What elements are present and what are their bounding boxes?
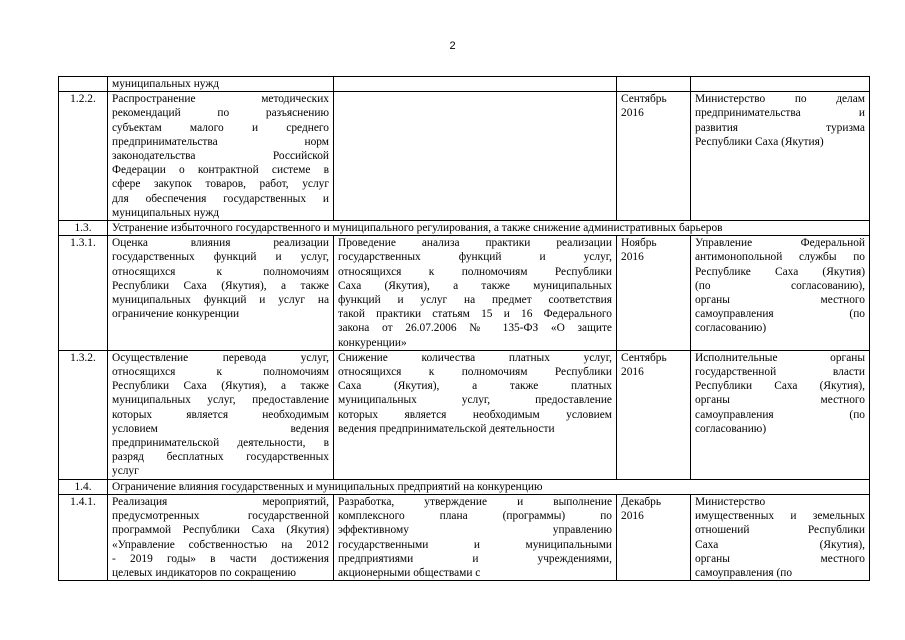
item-responsible-cell-line: согласованию) [695,322,767,335]
item-responsible-cell-line: Республике Саха (Якутия) [695,265,865,278]
item-responsible-cell-line: Саха (Якутия), [695,538,865,551]
item-result-cell-line: государственными и муниципальными [338,538,612,551]
item-responsible-cell [691,494,870,580]
item-date-cell [617,92,691,221]
item-number-cell [59,77,108,92]
item-number-cell: 1.4.1. [59,494,108,580]
item-result-cell-line: акционерными обществами с [338,566,481,579]
table-row [59,494,870,580]
item-name-cell-line: государственных функций и услуг, [112,251,329,264]
item-name-cell-line: разряд бесплатных государственных [112,451,329,464]
item-name-cell-line: Оценка влияния реализации [112,237,329,250]
item-result-cell-line: предприятиями и учреждениями, [338,552,612,565]
item-result-cell [334,236,617,351]
item-result-cell-line: муниципальных услуг, предоставление [338,394,612,407]
item-result-cell-line: Саха (Якутия), а также муниципальных [338,279,612,292]
item-responsible-cell-line: Министерство по делам [695,93,865,106]
item-date-cell-line: Ноябрь [621,237,657,250]
item-name-cell-line: «Управление собственностью на 2012 [112,538,329,551]
item-number-cell: 1.3.2. [59,350,108,479]
item-date-cell-line: Сентябрь [621,351,667,364]
item-responsible-cell-line: Республики Саха (Якутия) [695,135,824,148]
item-result-cell [334,92,617,221]
item-date-cell [617,350,691,479]
item-name-cell-line: муниципальных функций и услуг на [112,294,329,307]
section-title: Устранение избыточного государственного и муниципального регулирования, а также снижение административных барьеров [108,221,870,236]
item-name-cell-line: Реализация мероприятий, [112,495,329,508]
item-name-cell [108,236,334,351]
item-result-cell [334,77,617,92]
item-responsible-cell-line: Управление Федеральной [695,237,865,250]
item-date-cell [617,494,691,580]
item-responsible-cell-line: Министерство [695,495,766,508]
item-name-cell-line: для обеспечения государственных и [112,192,329,205]
item-result-cell-line: эффективному управлению [338,524,612,537]
item-name-cell-line: Республики Саха (Якутия), а также [112,380,329,393]
item-date-cell-line: Декабрь [621,495,662,508]
item-result-cell-line: Проведение анализа практики реализации [338,237,612,250]
item-name-cell-line: сфере закупок товаров, работ, услуг [112,178,329,191]
item-responsible-cell-line: имущественных и земельных [695,510,865,523]
item-name-cell-line: которых является необходимым [112,408,329,421]
item-date-cell [617,77,691,92]
item-name-cell [108,92,334,221]
item-result-cell-line: функций и услуг на предмет соответствия [338,294,612,307]
item-name-cell-line: Распространение методических [112,93,329,106]
item-name-cell [108,494,334,580]
item-date-cell-line: 2016 [621,366,644,379]
item-date-cell-line: 2016 [621,510,644,523]
item-result-cell-line: относящихся к полномочиям Республики [338,366,612,379]
item-name-cell-line: относящихся к полномочиям [112,366,329,379]
item-name-cell-line: муниципальных нужд [112,206,220,219]
item-name-cell-line: Осуществление перевода услуг, [112,351,329,364]
section-number: 1.3. [59,221,108,236]
item-responsible-cell-line: государственной власти [695,366,865,379]
section-row [59,479,870,494]
table-row [59,236,870,351]
item-name-cell-line: ограничение конкуренции [112,308,240,321]
item-name-cell-line: рекомендаций по разъяснению [112,107,329,120]
section-row [59,221,870,236]
item-date-cell-line: Сентябрь [621,93,667,106]
item-result-cell-line: которых является необходимым условием [338,408,612,421]
item-result-cell-line: закона от 26.07.2006 № 135-ФЗ «О защите [338,322,612,335]
item-number-cell: 1.2.2. [59,92,108,221]
item-responsible-cell-line: самоуправления (по [695,566,793,579]
table-row [59,92,870,221]
item-responsible-cell-line: органы местного [695,394,865,407]
table-row [59,350,870,479]
item-result-cell-line: такой практики статьям 15 и 16 Федерального [338,308,612,321]
item-responsible-cell-line: самоуправления (по [695,308,865,321]
item-result-cell-line: государственных функций и услуг, [338,251,612,264]
item-name-cell-line: законодательства Российской [112,150,329,163]
item-name-cell-line: программой Республики Саха (Якутия) [112,524,329,537]
table-row [59,77,870,92]
item-result-cell-line: Саха (Якутия), а также платных [338,380,612,393]
item-responsible-cell-line: антимонопольной службы по [695,251,865,264]
item-name-cell-line: предпринимательской деятельности, в [112,437,329,450]
item-name-cell [108,77,334,92]
item-responsible-cell [691,236,870,351]
item-responsible-cell-line: органы местного [695,294,865,307]
item-date-cell [617,236,691,351]
item-result-cell-line: относящихся к полномочиям Республики [338,265,612,278]
item-date-cell-line: 2016 [621,107,644,120]
section-title: Ограничение влияния государственных и муниципальных предприятий на конкуренцию [108,479,870,494]
item-result-cell [334,494,617,580]
item-result-cell-line: Снижение количества платных услуг, [338,351,612,364]
item-name-cell-line: субъектам малого и среднего [112,121,329,134]
item-name-cell-line: муниципальных нужд [112,78,220,90]
item-name-cell-line: условием ведения [112,422,329,435]
item-result-cell-line: Разработка, утверждение и выполнение [338,495,612,508]
page-number: 2 [449,40,456,52]
table-body [59,77,870,581]
item-name-cell-line: предусмотренных государственной [112,510,329,523]
item-responsible-cell-line: Исполнительные органы [695,351,865,364]
item-name-cell-line: целевых индикаторов по сокращению [112,566,297,579]
item-name-cell-line: муниципальных услуг, предоставление [112,394,329,407]
item-result-cell-line: ведения предпринимательской деятельности [338,422,555,435]
item-responsible-cell-line: отношений Республики [695,524,865,537]
item-result-cell [334,350,617,479]
item-responsible-cell [691,350,870,479]
item-name-cell-line: Федерации о контрактной системе в [112,164,329,177]
item-responsible-cell [691,77,870,92]
item-responsible-cell-line: (по согласованию), [695,279,865,292]
item-name-cell-line: относящихся к полномочиям [112,265,329,278]
item-name-cell-line: - 2019 годы» в части достижения [112,552,329,565]
item-responsible-cell-line: органы местного [695,552,865,565]
item-name-cell-line: услуг [112,465,139,478]
item-name-cell [108,350,334,479]
item-responsible-cell-line: развития туризма [695,121,865,134]
item-name-cell-line: Республики Саха (Якутия), а также [112,279,329,292]
section-number: 1.4. [59,479,108,494]
item-date-cell-line: 2016 [621,251,644,264]
item-name-cell-line: предпринимательства норм [112,135,329,148]
item-responsible-cell-line: Республики Саха (Якутия), [695,380,865,393]
item-number-cell: 1.3.1. [59,236,108,351]
item-responsible-cell-line: согласованию) [695,422,767,435]
item-result-cell-line: конкуренции» [338,336,407,349]
item-result-cell-line: комплексного плана (программы) по [338,510,612,523]
item-responsible-cell-line: самоуправления (по [695,408,865,421]
item-responsible-cell [691,92,870,221]
item-responsible-cell-line: предпринимательства и [695,107,865,120]
action-plan-table [58,76,870,581]
